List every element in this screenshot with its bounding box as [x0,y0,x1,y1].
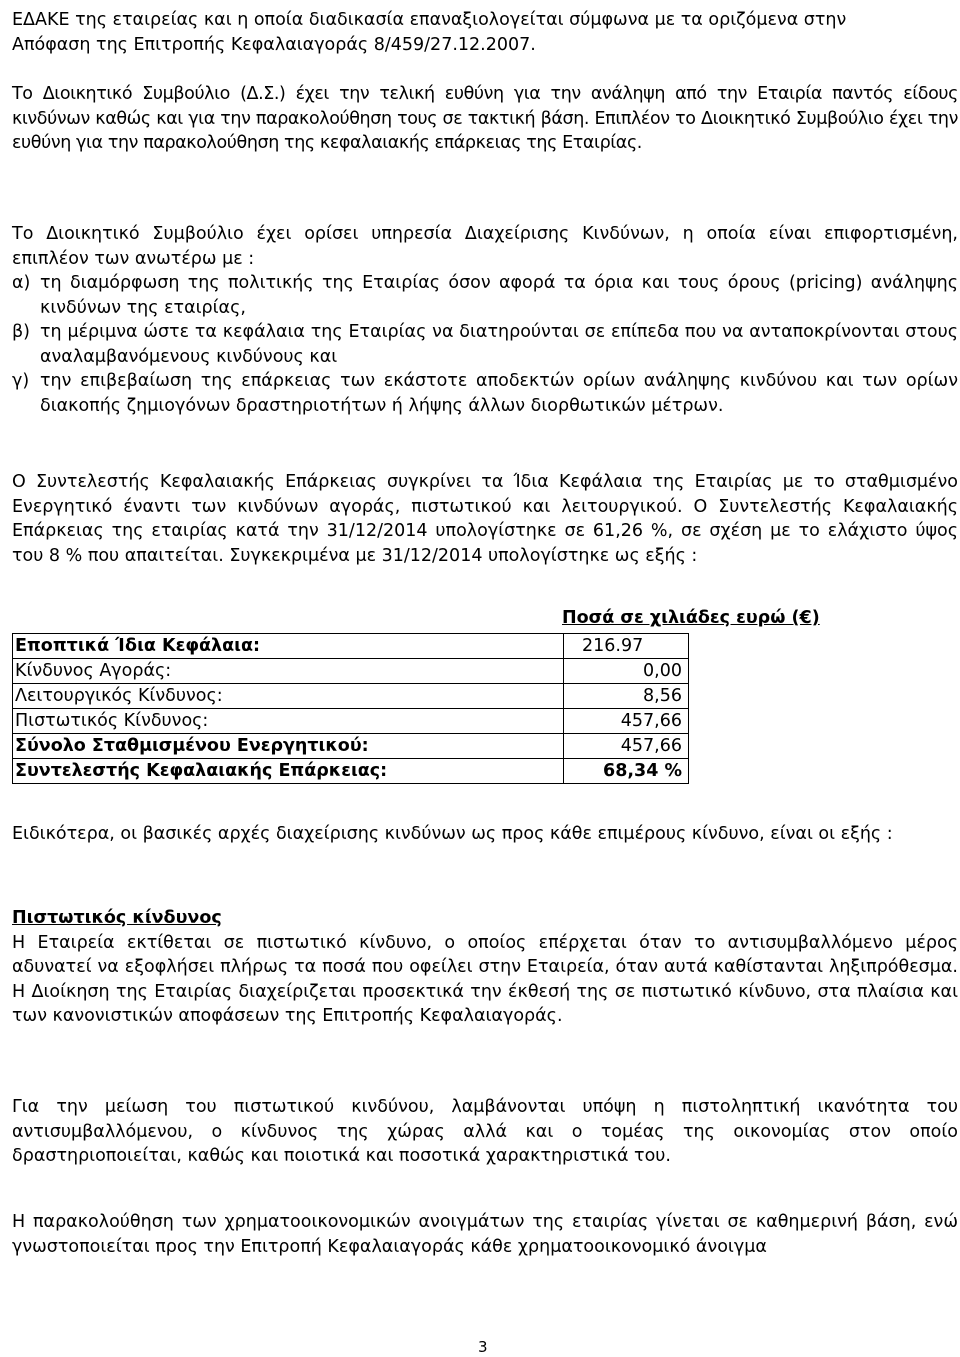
row-value: 216.97 [564,634,689,659]
list-item-label: γ) [12,371,30,391]
table-row [13,684,689,709]
row-label: Πιστωτικός Κίνδυνος: [13,709,564,734]
list-item-text: τη διαμόρφωση της πολιτικής της Εταιρίας όσον αφορά τα όρια και τους όρους (pricing) ανάληψης κινδύνων της εταιρίας, [40,273,958,318]
amounts-header: Ποσά σε χιλιάδες ευρώ (€) [562,608,820,628]
principles-text: Ειδικότερα, οι βασικές αρχές διαχείρισης κινδύνων ως προς κάθε επιμέρους κίνδυνο, είναι οι εξής : [12,824,893,844]
intro-line-2: Απόφαση της Επιτροπής Κεφαλαιαγοράς 8/459/27.12.2007. [12,34,536,55]
row-value: 8,56 [564,684,689,709]
monitoring-text: Η παρακολούθηση των χρηματοοικονομικών ανοιγμάτων της εταιρίας γίνεται σε καθημερινή βάση, ενώ γνωστοποιείται προς την Επιτροπή Κεφαλαιαγοράς κάθε χρηματοοικονομικό άνοιγμα [12,1212,958,1257]
table-row [13,709,689,734]
row-value: 0,00 [564,659,689,684]
row-value: 457,66 [564,734,689,759]
intro-line-1: ΕΔΑΚΕ της εταιρείας και η οποία διαδικασία επαναξιολογείται σύμφωνα με τα οριζόμενα στην [12,10,847,30]
list-item-text: τη μέριμνα ώστε τα κεφάλαια της Εταιρίας να διατηρούνται σε επίπεδα που να ανταποκρίνονται στους αναλαμβανόμενους κινδύνους και [40,322,958,367]
credit-reduction-paragraph [12,1095,958,1169]
list-item-label: β) [12,322,30,342]
capital-adequacy-text: Ο Συντελεστής Κεφαλαιακής Επάρκειας συγκρίνει τα Ίδια Κεφάλαια της Εταιρίας με το σταθμισμένο Ενεργητικό έναντι των κινδύνων αγοράς, πιστωτικού και λειτουργικού. Ο Συντελεστής Κεφαλαιακής Επάρκειας της εταιρίας κατά την 31/12/2014 υπολογίστηκε σε 61,26 %, σε σχέση με το ελάχιστο ύψος του 8 % που απαιτείται. Συγκεκριμένα με 31/12/2014 υπολογίστηκε ως εξής : [12,472,958,566]
list-item-text: την επιβεβαίωση της επάρκειας των εκάστοτε αποδεκτών ορίων ανάληψης κινδύνου και των ορίων διακοπής ζημιογόνων δραστηριοτήτων ή λήψης άλλων διορθωτικών μέτρων. [40,371,958,416]
table-row [13,659,689,684]
risk-service-item [12,271,958,320]
row-label: Κίνδυνος Αγοράς: [13,659,564,684]
table-row [13,734,689,759]
risk-service-intro: Το Διοικητικό Συμβούλιο έχει ορίσει υπηρεσία Διαχείρισης Κινδύνων, η οποία είναι επιφορτισμένη, επιπλέον των ανωτέρω με : [12,224,958,269]
table-row [13,759,689,784]
row-value: 457,66 [564,709,689,734]
risk-service-item [12,369,958,418]
risk-service-section [12,222,958,418]
board-responsibility-paragraph [12,82,958,156]
capital-adequacy-paragraph [12,470,958,568]
board-responsibility-text: Το Διοικητικό Συμβούλιο (Δ.Σ.) έχει την τελική ευθύνη για την ανάληψη από την Εταιρία παντός είδους κινδύνων καθώς και για την παρακολούθηση τους σε τακτική βάση. Επιπλέον το Διοικητικό Συμβούλιο έχει την ευθύνη για την παρακολούθηση της κεφαλαιακής επάρκειας της Εταιρίας. [12,84,958,153]
intro-paragraph [12,8,958,57]
page-number: 3 [478,1338,488,1356]
credit-risk-heading: Πιστωτικός κίνδυνος [12,908,222,928]
principles-paragraph [12,822,958,847]
credit-risk-section [12,906,958,1029]
credit-risk-text: Η Εταιρεία εκτίθεται σε πιστωτικό κίνδυνο, ο οποίος επέρχεται όταν το αντισυμβαλλόμενο μέρος αδυνατεί να εξοφλήσει πλήρως τα ποσά που οφείλει στην Εταιρεία, όταν αυτά καθίστανται ληξιπρόθεσμα. Η Διοίκηση της Εταιρίας διαχείριζεται προσεκτικά την έκθεσή της σε πιστωτικό κίνδυνο, στα πλαίσια και των κανονιστικών αποφάσεων της Επιτροπής Κεφαλαιαγοράς. [12,932,958,1026]
risk-service-item [12,320,958,369]
row-label: Σύνολο Σταθμισμένου Ενεργητικού: [13,734,564,759]
capital-table [12,633,689,784]
row-label: Λειτουργικός Κίνδυνος: [13,684,564,709]
row-label: Εποπτικά Ίδια Κεφάλαια: [13,634,564,659]
credit-reduction-text: Για την μείωση του πιστωτικού κινδύνου, λαμβάνονται υπόψη η πιστοληπτική ικανότητα του αντισυμβαλλόμενου, ο κίνδυνος της χώρας αλλά και ο τομέας της οικονομίας στον οποίο δραστηριοποιείται, καθώς και ποιοτικά και ποσοτικά χαρακτηριστικά του. [12,1097,958,1166]
list-item-label: α) [12,273,31,293]
monitoring-paragraph [12,1210,958,1259]
table-row [13,634,689,659]
row-value: 68,34 % [564,759,689,784]
row-label: Συντελεστής Κεφαλαιακής Επάρκειας: [13,759,564,784]
